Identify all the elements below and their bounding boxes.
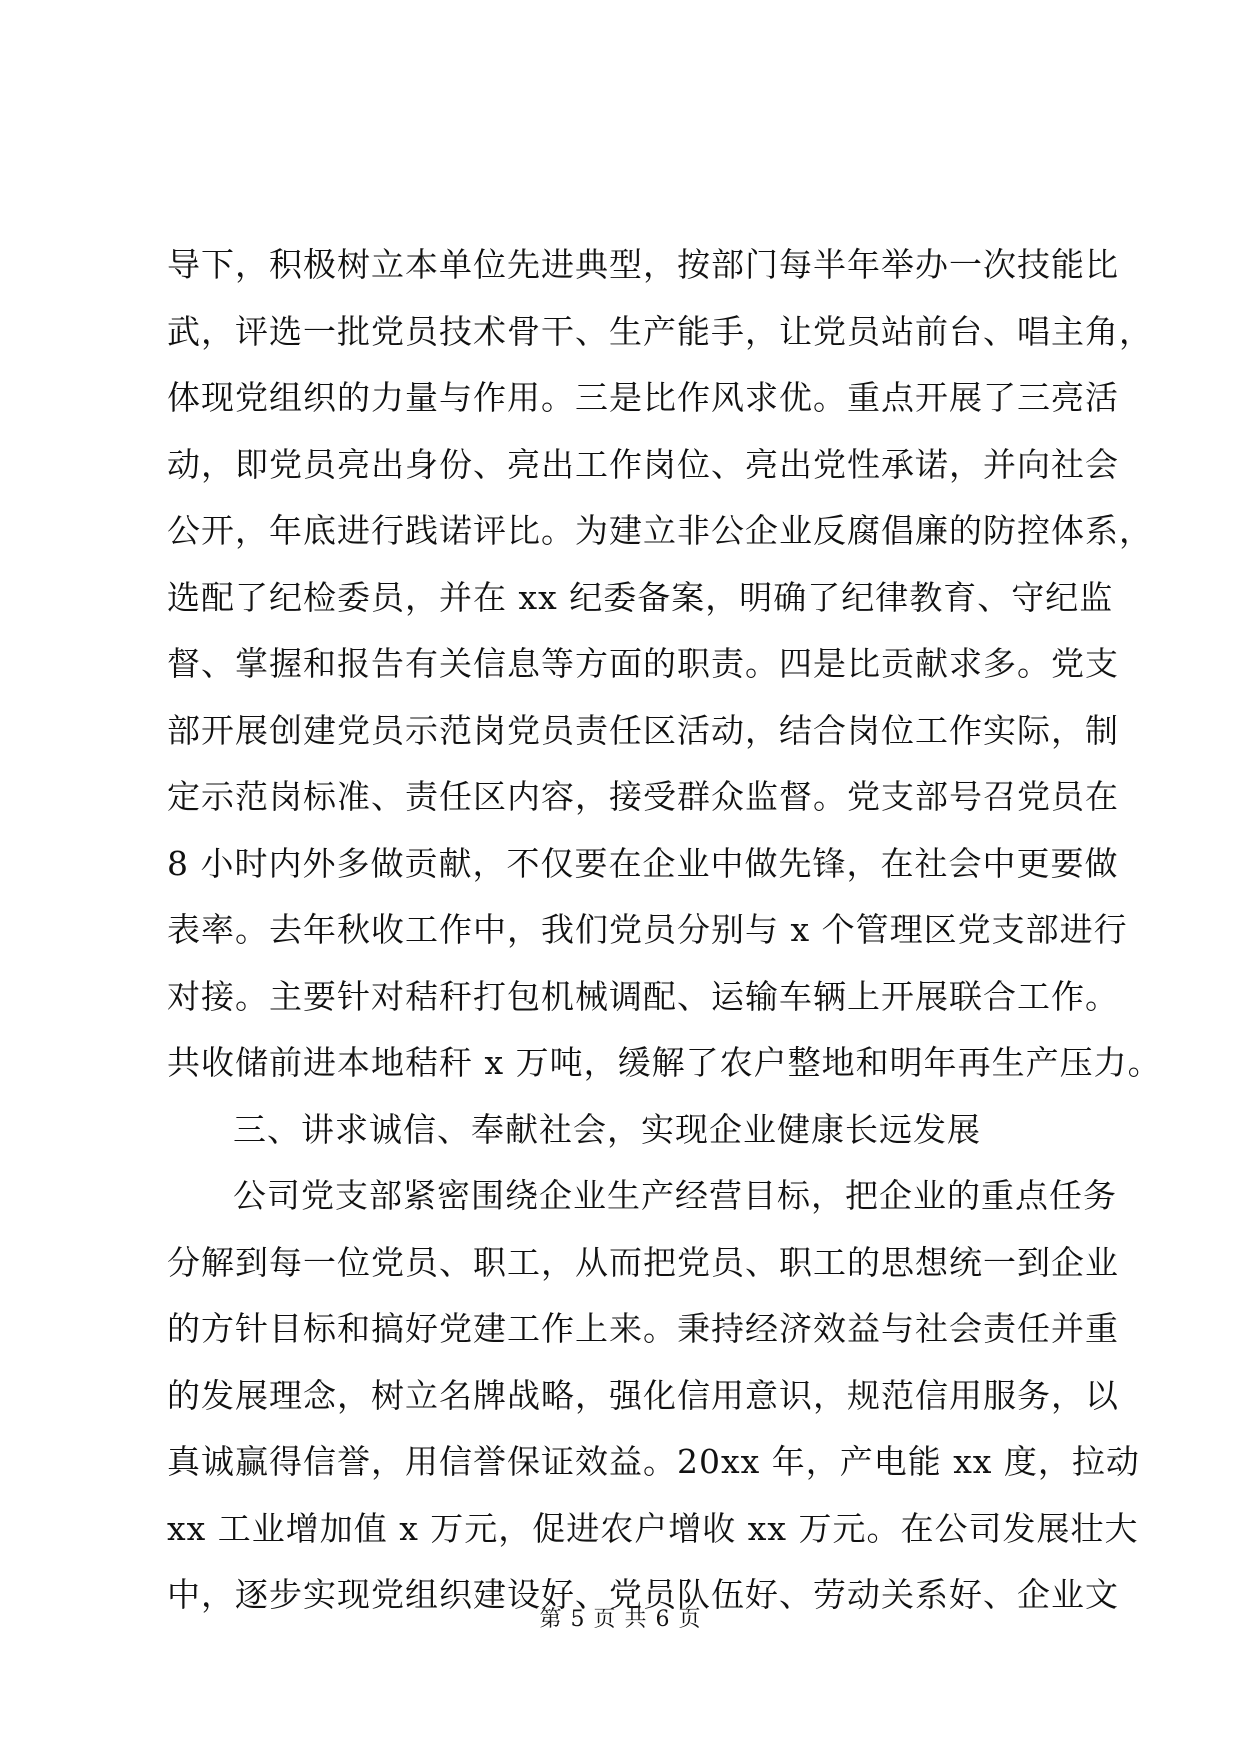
text-line: 共收储前进本地秸秆 x 万吨，缓解了农户整地和明年再生产压力。 (167, 1043, 1162, 1082)
text-line: 选配了纪检委员，并在 xx 纪委备案，明确了纪律教育、守纪监 (167, 577, 1114, 617)
text-line: 部开展创建党员示范岗党员责任区活动，结合岗位工作实际，制 (167, 710, 1119, 750)
text-line: 真诚赢得信誉，用信誉保证效益。20xx 年，产电能 xx 度，拉动 (167, 1442, 1140, 1481)
body-text (167, 232, 1162, 1629)
text-line: 导下，积极树立本单位先进典型，按部门每半年举办一次技能比 (167, 245, 1119, 284)
text-line: 的发展理念，树立名牌战略，强化信用意识，规范信用服务，以 (167, 1375, 1119, 1415)
text-line: 的方针目标和搞好党建工作上来。秉持经济效益与社会责任并重 (167, 1309, 1119, 1348)
text-line: xx 工业增加值 x 万元，促进农户增收 xx 万元。在公司发展壮大 (167, 1508, 1139, 1548)
text-line: 对接。主要针对秸秆打包机械调配、运输车辆上开展联合工作。 (167, 976, 1119, 1016)
text-line: 分解到每一位党员、职工，从而把党员、职工的思想统一到企业 (167, 1242, 1119, 1282)
section-heading: 三、讲求诚信、奉献社会，实现企业健康长远发展 (233, 1109, 981, 1149)
text-line: 8 小时内外多做贡献，不仅要在企业中做先锋，在社会中更要做 (167, 843, 1119, 883)
text-line: 体现党组织的力量与作用。三是比作风求优。重点开展了三亮活 (167, 378, 1119, 417)
text-line: 中，逐步实现党组织建设好、党员队伍好、劳动关系好、企业文 (167, 1575, 1119, 1614)
text-line: 公开，年底进行践诺评比。为建立非公企业反腐倡廉的防控体系， (167, 511, 1153, 550)
text-line: 公司党支部紧密围绕企业生产经营目标，把企业的重点任务 (233, 1176, 1117, 1215)
text-line: 定示范岗标准、责任区内容，接受群众监督。党支部号召党员在 (167, 777, 1119, 816)
page-number-footer: 第 5 页 共 6 页 (539, 1607, 702, 1632)
text-line: 督、掌握和报告有关信息等方面的职责。四是比贡献求多。党支 (167, 644, 1119, 683)
text-line: 动，即党员亮出身份、亮出工作岗位、亮出党性承诺，并向社会 (167, 444, 1119, 484)
text-line: 武，评选一批党员技术骨干、生产能手，让党员站前台、唱主角， (167, 311, 1153, 351)
text-line: 表率。去年秋收工作中，我们党员分别与 x 个管理区党支部进行 (167, 910, 1128, 949)
